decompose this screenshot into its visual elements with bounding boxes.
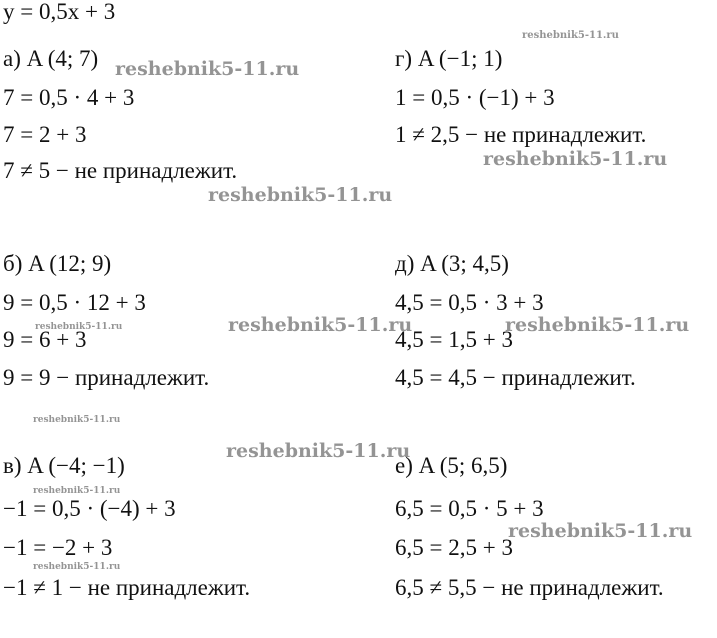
task-e-line-2: 6,5 = 2,5 + 3 [395,535,513,560]
watermark: reshebnik5-11.ru [115,58,300,80]
task-v-line-3: −1 ≠ 1 − не принадлежит. [3,575,251,600]
watermark: reshebnik5-11.ru [33,486,121,496]
task-g-line-2: 1 ≠ 2,5 − не принадлежит. [395,122,647,147]
task-a-line-2: 7 = 2 + 3 [3,122,87,147]
task-v-title: в) A (−4; −1) [3,453,125,478]
task-d-line-3: 4,5 = 4,5 − принадлежит. [395,365,636,390]
task-g-title: г) A (−1; 1) [395,46,503,71]
task-d-line-1: 4,5 = 0,5 · 3 + 3 [395,290,544,315]
task-v-line-2: −1 = −2 + 3 [3,535,113,560]
watermark: reshebnik5-11.ru [208,184,393,206]
watermark: reshebnik5-11.ru [483,148,668,170]
task-d-title: д) A (3; 4,5) [395,251,509,276]
watermark: reshebnik5-11.ru [33,415,121,425]
function-equation: y = 0,5x + 3 [3,0,116,24]
watermark: reshebnik5-11.ru [505,314,690,336]
watermark: reshebnik5-11.ru [226,440,411,462]
watermark: reshebnik5-11.ru [508,520,693,542]
watermark: reshebnik5-11.ru [228,314,413,336]
task-b-title: б) A (12; 9) [3,251,112,276]
task-d-line-2: 4,5 = 1,5 + 3 [395,327,513,352]
task-g-line-1: 1 = 0,5 · (−1) + 3 [395,85,555,110]
task-a-line-1: 7 = 0,5 · 4 + 3 [3,85,135,110]
task-v-line-1: −1 = 0,5 · (−4) + 3 [3,496,176,521]
task-b-line-1: 9 = 0,5 · 12 + 3 [3,290,146,315]
watermark: reshebnik5-11.ru [522,30,619,41]
task-e-line-3: 6,5 ≠ 5,5 − не принадлежит. [395,575,664,600]
task-b-line-2: 9 = 6 + 3 [3,327,87,352]
task-a-title: а) A (4; 7) [3,46,99,71]
task-a-line-3: 7 ≠ 5 − не принадлежит. [3,158,238,183]
task-e-line-1: 6,5 = 0,5 · 5 + 3 [395,496,544,521]
task-b-line-3: 9 = 9 − принадлежит. [3,365,210,390]
task-e-title: е) A (5; 6,5) [395,453,508,478]
watermark: reshebnik5-11.ru [33,562,121,572]
watermark: reshebnik5-11.ru [35,322,123,332]
